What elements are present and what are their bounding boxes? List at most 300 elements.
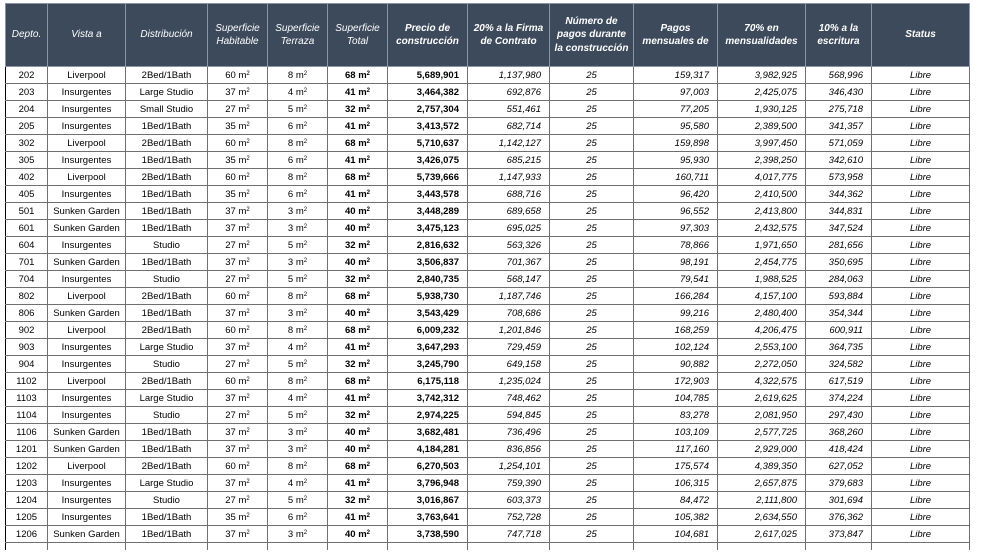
area-unit: m [295, 460, 304, 472]
cell-firma: 682,714 [468, 118, 550, 135]
area-unit: m [295, 120, 304, 132]
cell-pagos-mensuales: 90,882 [634, 356, 718, 373]
area-unit: m [238, 137, 247, 149]
cell-firma: 748,462 [468, 390, 550, 407]
area-exponent: 2 [246, 410, 250, 417]
area-exponent: 2 [366, 342, 370, 349]
cell-mensualidades: 2,081,950 [718, 407, 806, 424]
cell-distribucion: Large Studio [126, 84, 208, 101]
cell-firma: 1,254,101 [468, 458, 550, 475]
area-exponent: 2 [303, 206, 308, 213]
cell-status: Libre [872, 186, 970, 203]
cell-depto: 205 [6, 118, 48, 135]
area-exponent: 2 [246, 461, 250, 468]
area-unit: m [238, 528, 247, 540]
area-unit: m [238, 86, 247, 98]
cell-vista: Sunken Garden [48, 441, 126, 458]
area-unit: m [238, 426, 247, 438]
area-exponent: 2 [366, 444, 370, 451]
cell-escritura: 568,996 [806, 67, 872, 84]
cell-mensualidades: 1,971,650 [718, 237, 806, 254]
cell-num-pagos: 25 [550, 152, 634, 169]
area-exponent: 2 [303, 393, 308, 400]
cell-distribucion: 1Bed/1Bath [126, 254, 208, 271]
cell-precio: 5,739,666 [388, 169, 468, 186]
cell-sup-total: 40 $m^2$ [328, 526, 388, 543]
area-exponent: 2 [246, 240, 250, 247]
area-exponent: 2 [303, 444, 308, 451]
area-unit: m [295, 69, 304, 81]
cell-sup-terraza: 8 $m^2$ [268, 169, 328, 186]
cell-pagos-mensuales: 159,898 [634, 135, 718, 152]
area-unit: m [358, 511, 367, 523]
cell-pagos-mensuales: 77,205 [634, 101, 718, 118]
cell-vista: Insurgentes [48, 407, 126, 424]
cell-sup-terraza: 4 $m^2$ [268, 475, 328, 492]
cell-vista: Sunken Garden [48, 203, 126, 220]
cell-sup-habitable: 60 $m^2$ [208, 373, 268, 390]
cell-depto: 305 [6, 152, 48, 169]
area-unit: m [238, 392, 247, 404]
area-unit: m [358, 341, 367, 353]
cell-mensualidades: 4,322,575 [718, 373, 806, 390]
cell-firma: 563,326 [468, 237, 550, 254]
area-exponent: 2 [303, 342, 308, 349]
header-distribucion: Distribución [126, 4, 208, 67]
area-unit: m [238, 205, 247, 217]
cell-sup-habitable: 37 $m^2$ [208, 305, 268, 322]
cell-distribucion: 1Bed/1Bath [126, 186, 208, 203]
pricing-table-container [5, 3, 970, 550]
area-unit: m [295, 137, 304, 149]
cell-firma: 752,728 [468, 509, 550, 526]
area-unit: m [358, 358, 367, 370]
area-unit: m [238, 409, 247, 421]
cell-firma: 695,025 [468, 220, 550, 237]
area-exponent: 2 [303, 308, 308, 315]
area-unit: m [295, 324, 304, 336]
cell-sup-habitable: 37 $m^2$ [208, 390, 268, 407]
cell-depto: 904 [6, 356, 48, 373]
cell-mensualidades: 2,410,500 [718, 186, 806, 203]
cell-pagos-mensuales: 175,574 [634, 458, 718, 475]
cell-pagos-mensuales: 166,284 [634, 288, 718, 305]
area-unit: m [358, 290, 367, 302]
cell-num-pagos: 25 [550, 322, 634, 339]
table-row [6, 101, 970, 118]
cell-depto: 601 [6, 220, 48, 237]
cell-pagos-mensuales: 172,903 [634, 373, 718, 390]
cell-pagos-mensuales: 99,216 [634, 305, 718, 322]
cell-status: Libre [872, 237, 970, 254]
cell-mensualidades: 2,111,800 [718, 492, 806, 509]
cell-sup-habitable: 35 $m^2$ [208, 509, 268, 526]
cell-precio: 3,448,289 [388, 203, 468, 220]
cell-pagos-mensuales: 96,552 [634, 203, 718, 220]
cell-num-pagos: 25 [550, 441, 634, 458]
cell-depto: 902 [6, 322, 48, 339]
area-exponent: 2 [303, 87, 308, 94]
cell-status: Libre [872, 322, 970, 339]
cell-escritura: 379,683 [806, 475, 872, 492]
cell-sup-total: 40 $m^2$ [328, 424, 388, 441]
cell-distribucion: Studio [126, 407, 208, 424]
area-exponent: 2 [366, 189, 370, 196]
cell-depto: 1104 [6, 407, 48, 424]
cell-sup-habitable: 37 $m^2$ [208, 339, 268, 356]
area-exponent: 2 [366, 376, 370, 383]
area-unit: m [295, 273, 304, 285]
area-unit: m [358, 256, 367, 268]
cell-status: Libre [872, 356, 970, 373]
area-exponent: 2 [303, 291, 308, 298]
cell-firma: 701,367 [468, 254, 550, 271]
cell-firma: 736,496 [468, 424, 550, 441]
cell-depto: 1106 [6, 424, 48, 441]
cell-depto: 1203 [6, 475, 48, 492]
cell-sup-habitable: 37 $m^2$ [208, 84, 268, 101]
cell-distribucion: 2Bed/1Bath [126, 322, 208, 339]
cell-mensualidades: 2,657,875 [718, 475, 806, 492]
cell-depto: 1102 [6, 373, 48, 390]
cell-sup-total: 40 $m^2$ [328, 220, 388, 237]
cell-precio: 3,475,123 [388, 220, 468, 237]
cell-num-pagos: 25 [550, 475, 634, 492]
cell-mensualidades: 1,930,125 [718, 101, 806, 118]
cell-precio: 4,184,281 [388, 441, 468, 458]
area-exponent: 2 [246, 478, 250, 485]
cell-firma: 1,187,746 [468, 288, 550, 305]
cell-status: Libre [872, 67, 970, 84]
cell-sup-total: 32 $m^2$ [328, 271, 388, 288]
table-row [6, 254, 970, 271]
cell-vista: Insurgentes [48, 509, 126, 526]
cell-num-pagos: 25 [550, 492, 634, 509]
area-exponent: 2 [246, 325, 250, 332]
area-exponent: 2 [303, 121, 308, 128]
area-exponent: 2 [246, 291, 250, 298]
cell-pagos-mensuales: 117,160 [634, 441, 718, 458]
area-exponent: 2 [366, 410, 370, 417]
cell-num-pagos: 25 [550, 390, 634, 407]
area-exponent: 2 [366, 495, 370, 502]
cell-sup-terraza: 3 $m^2$ [268, 526, 328, 543]
cell-sup-terraza: 8 $m^2$ [268, 67, 328, 84]
cell-status: Libre [872, 526, 970, 543]
cell-vista: Sunken Garden [48, 254, 126, 271]
cell-mensualidades: 4,206,475 [718, 322, 806, 339]
area-unit: m [358, 86, 367, 98]
cell-sup-total: 41 $m^2$ [328, 339, 388, 356]
cell-sup-habitable: 37 $m^2$ [208, 203, 268, 220]
cell-escritura: 344,362 [806, 186, 872, 203]
area-exponent: 2 [303, 512, 308, 519]
cell-sup-habitable: 37 $m^2$ [208, 424, 268, 441]
header-sup-total: Superficie Total [328, 4, 388, 67]
cell-escritura: 571,059 [806, 135, 872, 152]
cell-num-pagos: 25 [550, 356, 634, 373]
cell-mensualidades: 4,157,100 [718, 288, 806, 305]
area-exponent: 2 [246, 257, 250, 264]
cell-status: Libre [872, 118, 970, 135]
cell-distribucion: Studio [126, 271, 208, 288]
cell-vista: Liverpool [48, 458, 126, 475]
table-row [6, 305, 970, 322]
cell-precio: 5,938,730 [388, 288, 468, 305]
area-unit: m [238, 222, 247, 234]
area-unit: m [295, 154, 304, 166]
cell-sup-total: 40 $m^2$ [328, 305, 388, 322]
area-unit: m [358, 120, 367, 132]
cell-sup-terraza: 4 $m^2$ [268, 84, 328, 101]
area-exponent: 2 [366, 172, 370, 179]
area-unit: m [295, 307, 304, 319]
cell-distribucion: 1Bed/1Bath [126, 220, 208, 237]
area-unit: m [295, 528, 304, 540]
cell-precio: 6,270,503 [388, 458, 468, 475]
cell-escritura: 354,344 [806, 305, 872, 322]
cell-status: Libre [872, 220, 970, 237]
cell-vista: Sunken Garden [48, 220, 126, 237]
area-exponent: 2 [303, 172, 308, 179]
table-row [6, 356, 970, 373]
cell-escritura: 347,524 [806, 220, 872, 237]
cell-distribucion: 2Bed/1Bath [126, 373, 208, 390]
cell-pagos-mensuales: 79,541 [634, 271, 718, 288]
cell-mensualidades: 3,982,925 [718, 67, 806, 84]
header-depto: Depto. [6, 4, 48, 67]
area-exponent: 2 [246, 274, 250, 281]
area-exponent: 2 [303, 223, 308, 230]
cell-vista: Insurgentes [48, 118, 126, 135]
area-unit: m [358, 222, 367, 234]
cell-num-pagos: 25 [550, 339, 634, 356]
area-exponent: 2 [246, 495, 250, 502]
area-exponent: 2 [366, 104, 370, 111]
header-firma: 20% a la Firma de Contrato [468, 4, 550, 67]
cell-sup-terraza: 8 $m^2$ [268, 135, 328, 152]
cell-escritura: 324,582 [806, 356, 872, 373]
cell-precio: 3,443,578 [388, 186, 468, 203]
area-exponent: 2 [366, 87, 370, 94]
area-unit: m [295, 239, 304, 251]
cell-sup-total: 68 $m^2$ [328, 288, 388, 305]
cell-escritura: 368,260 [806, 424, 872, 441]
cell-distribucion: 1Bed/1Bath [126, 424, 208, 441]
cell-precio: 3,763,641 [388, 509, 468, 526]
cell-sup-terraza: 8 $m^2$ [268, 458, 328, 475]
area-exponent: 2 [246, 512, 250, 519]
table-row [6, 169, 970, 186]
cell-num-pagos: 25 [550, 509, 634, 526]
table-row [6, 271, 970, 288]
pricing-table [5, 3, 970, 550]
cell-distribucion: 1Bed/1Bath [126, 118, 208, 135]
cell-status: Libre [872, 203, 970, 220]
cell-num-pagos: 25 [550, 458, 634, 475]
cell-sup-total: 41 $m^2$ [328, 152, 388, 169]
cell-num-pagos: 25 [550, 305, 634, 322]
cell-depto: 1205 [6, 509, 48, 526]
area-exponent: 2 [366, 325, 370, 332]
cell-firma: 551,461 [468, 101, 550, 118]
cell-sup-habitable: 27 $m^2$ [208, 101, 268, 118]
cell-num-pagos: 25 [550, 220, 634, 237]
cell-escritura: 297,430 [806, 407, 872, 424]
cell-firma: 689,658 [468, 203, 550, 220]
cell-escritura: 341,357 [806, 118, 872, 135]
area-unit: m [295, 341, 304, 353]
cell-depto: 501 [6, 203, 48, 220]
table-row [6, 186, 970, 203]
cell-status: Libre [872, 254, 970, 271]
cell-status: Libre [872, 101, 970, 118]
cell-depto: 1201 [6, 441, 48, 458]
cell-sup-habitable: 60 $m^2$ [208, 67, 268, 84]
area-unit: m [295, 443, 304, 455]
cell-vista: Liverpool [48, 135, 126, 152]
area-exponent: 2 [366, 121, 370, 128]
area-unit: m [295, 188, 304, 200]
cell-sup-habitable: 60 $m^2$ [208, 322, 268, 339]
cell-vista: Insurgentes [48, 152, 126, 169]
cell-firma: 649,158 [468, 356, 550, 373]
cell-distribucion: Studio [126, 492, 208, 509]
area-exponent: 2 [246, 155, 250, 162]
cell-precio: 5,689,901 [388, 67, 468, 84]
cell-depto: 604 [6, 237, 48, 254]
cell-precio: 3,426,075 [388, 152, 468, 169]
area-unit: m [358, 392, 367, 404]
area-exponent: 2 [246, 223, 250, 230]
cell-sup-total: 68 $m^2$ [328, 458, 388, 475]
cell-escritura: 301,694 [806, 492, 872, 509]
cell-num-pagos: 25 [550, 373, 634, 390]
cell-firma: 1,147,933 [468, 169, 550, 186]
area-exponent: 2 [246, 121, 250, 128]
area-exponent: 2 [303, 240, 308, 247]
cell-sup-habitable: 60 $m^2$ [208, 135, 268, 152]
cell-distribucion: 1Bed/1Bath [126, 526, 208, 543]
area-unit: m [358, 154, 367, 166]
cell-status: Libre [872, 441, 970, 458]
area-unit: m [295, 477, 304, 489]
cell-num-pagos: 25 [550, 67, 634, 84]
area-unit: m [295, 409, 304, 421]
area-exponent: 2 [246, 206, 250, 213]
area-exponent: 2 [303, 155, 308, 162]
table-row [6, 84, 970, 101]
cell-num-pagos: 25 [550, 526, 634, 543]
cell-sup-total: 32 $m^2$ [328, 356, 388, 373]
area-exponent: 2 [246, 172, 250, 179]
cell-depto: 704 [6, 271, 48, 288]
area-unit: m [358, 443, 367, 455]
cell-escritura: 627,052 [806, 458, 872, 475]
cell-escritura: 373,847 [806, 526, 872, 543]
area-exponent: 2 [303, 376, 308, 383]
table-row [6, 475, 970, 492]
cell-distribucion: Large Studio [126, 339, 208, 356]
cell-escritura: 346,430 [806, 84, 872, 101]
cell-sup-habitable: 37 $m^2$ [208, 441, 268, 458]
area-unit: m [238, 103, 247, 115]
cell-sup-total: 41 $m^2$ [328, 118, 388, 135]
cell-status: Libre [872, 271, 970, 288]
cell-escritura: 284,063 [806, 271, 872, 288]
cell-escritura: 418,424 [806, 441, 872, 458]
area-unit: m [238, 154, 247, 166]
cell-status: Libre [872, 288, 970, 305]
cell-pagos-mensuales: 105,382 [634, 509, 718, 526]
cell-depto: 802 [6, 288, 48, 305]
table-row [6, 237, 970, 254]
cell-escritura: 281,656 [806, 237, 872, 254]
table-row [6, 152, 970, 169]
area-unit: m [358, 205, 367, 217]
cell-status: Libre [872, 339, 970, 356]
cell-sup-total: 40 $m^2$ [328, 254, 388, 271]
area-exponent: 2 [303, 138, 308, 145]
area-exponent: 2 [246, 70, 250, 77]
cell-precio: 3,016,867 [388, 492, 468, 509]
cell-escritura: 342,610 [806, 152, 872, 169]
cell-escritura: 364,735 [806, 339, 872, 356]
cell-distribucion: 1Bed/1Bath [126, 152, 208, 169]
cell-mensualidades: 1,988,525 [718, 271, 806, 288]
area-unit: m [238, 120, 247, 132]
cell-num-pagos: 25 [550, 118, 634, 135]
table-row [6, 407, 970, 424]
cell-num-pagos: 25 [550, 203, 634, 220]
cell-distribucion: 2Bed/1Bath [126, 288, 208, 305]
cell-sup-total: 68 $m^2$ [328, 67, 388, 84]
cell-firma: 1,137,980 [468, 67, 550, 84]
area-exponent: 2 [303, 274, 308, 281]
cell-vista: Sunken Garden [48, 305, 126, 322]
cell-num-pagos: 25 [550, 424, 634, 441]
area-exponent: 2 [366, 461, 370, 468]
cell-mensualidades: 2,619,625 [718, 390, 806, 407]
area-exponent: 2 [246, 529, 250, 536]
cell-depto: 1206 [6, 526, 48, 543]
area-exponent: 2 [366, 274, 370, 281]
cell-sup-habitable: 35 $m^2$ [208, 152, 268, 169]
cell-status: Libre [872, 492, 970, 509]
cell-distribucion: 2Bed/1Bath [126, 169, 208, 186]
area-unit: m [358, 494, 367, 506]
cell-firma: 1,142,127 [468, 135, 550, 152]
area-unit: m [238, 511, 247, 523]
cell-pagos-mensuales: 104,785 [634, 390, 718, 407]
cell-depto: 405 [6, 186, 48, 203]
cell-status: Libre [872, 169, 970, 186]
table-row-cutoff [6, 543, 970, 551]
cell-precio: 3,506,837 [388, 254, 468, 271]
table-row [6, 339, 970, 356]
cell-sup-terraza: 6 $m^2$ [268, 509, 328, 526]
cell-mensualidades: 2,389,500 [718, 118, 806, 135]
cell-sup-total: 32 $m^2$ [328, 101, 388, 118]
cell-num-pagos: 25 [550, 254, 634, 271]
cell-escritura: 617,519 [806, 373, 872, 390]
cell-depto: 302 [6, 135, 48, 152]
cell-sup-terraza: 5 $m^2$ [268, 271, 328, 288]
cell-firma: 1,201,846 [468, 322, 550, 339]
cell-escritura: 376,362 [806, 509, 872, 526]
area-unit: m [238, 69, 247, 81]
area-exponent: 2 [366, 240, 370, 247]
